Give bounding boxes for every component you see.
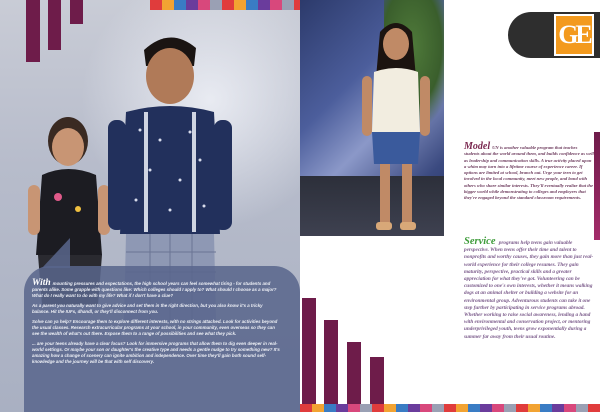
service-text: programs help teens gain valuable perspective. When teens offer their time and talent to nonprofits and worthy causes, they gain more than just real-world experience for their college resumes. They gain maturity, perspective, practical skills and a greater appreciation for what they've got. Volunteering can be customized to one's own interests, whether it means walking dogs at an animal shelter or building a website for an environmental group. Adventurous students can take it one step further by participating in service programs abroad. Whether working to raise social awareness, lending a hand with environmental and conservation project, or mentoring underprivileged youth, teens grow exponentially during a summer far away from their usual routine. bbox=[464, 240, 594, 340]
model-heading: Model bbox=[464, 141, 491, 152]
intro-paragraph-2: As a parent you naturally want to give advice and set them in the right direction, but you also know it's a tricky balance. Hit the IUFs, dhandl, or they'll disconnect from you. bbox=[32, 303, 263, 314]
intro-dropcap: With bbox=[32, 278, 51, 288]
service-heading: Service bbox=[464, 236, 496, 247]
bar bbox=[347, 342, 361, 412]
color-stripe-top bbox=[150, 0, 300, 10]
intro-paragraph-1 bbox=[32, 280, 280, 299]
intro-paragraph-4: ... are your teens already have a clear focus? Look for immersive programs that allow them to dig even deeper in real-world settings. Or maybe your son or daughter's the creative type and needs a gentle nudge to try something new? It's amazing how a change of scenery can ignite ambition and independence. Over time they'll gain both sound self-knowledge and the journey will be that with self discovery. bbox=[32, 341, 280, 364]
logo-text: GE bbox=[558, 20, 590, 49]
service-paragraph bbox=[464, 238, 596, 341]
decorative-bars-bottom bbox=[300, 282, 400, 412]
bar bbox=[324, 320, 338, 412]
model-section bbox=[444, 132, 600, 240]
intro-text-1: mounting pressures and expectations, the high school years can feel somewhat tiring - for students and parents alike. Some grapple with questions like: Which colleges should I apply to? What should I choose as a major? What do I really want to do with my life? What if I don't have a clue? bbox=[32, 281, 277, 298]
girl-figure bbox=[356, 14, 436, 236]
right-page bbox=[300, 0, 600, 412]
bar bbox=[48, 0, 61, 50]
model-text: UN is another valuable program that teaches students about the world around them, and builds confidence as well as leadership and communication skills. A true activity placed upon a whim may turn into a lifetime course of experience career. If options are limited at school, branch out. Urge your teen to get involved in the local community, meet new people, and bond with others who share similar interests. They'll eventually realize that the bigger world while demonstrating to colleges and employers that they're engaged beyond the standard classroom requirements. bbox=[464, 145, 594, 201]
color-stripe-bottom bbox=[300, 404, 600, 412]
intro-paragraph-3: Solve can ya help? Encourage them to explore different interests, with no strings attached. Look for activities beyond the usual classes. Research extracurricular programs at your school, in your community, even overseas so they can see the wealth of what's out there. Expose them to a range of possibilities and see what they pick. bbox=[32, 319, 278, 336]
service-section bbox=[456, 234, 596, 394]
bar bbox=[302, 298, 316, 412]
bar bbox=[70, 0, 83, 24]
bar bbox=[26, 0, 40, 62]
intro-speech-bubble bbox=[24, 266, 300, 412]
ge-logo bbox=[554, 14, 594, 56]
girl-photo bbox=[300, 0, 444, 236]
model-paragraph bbox=[464, 141, 594, 202]
